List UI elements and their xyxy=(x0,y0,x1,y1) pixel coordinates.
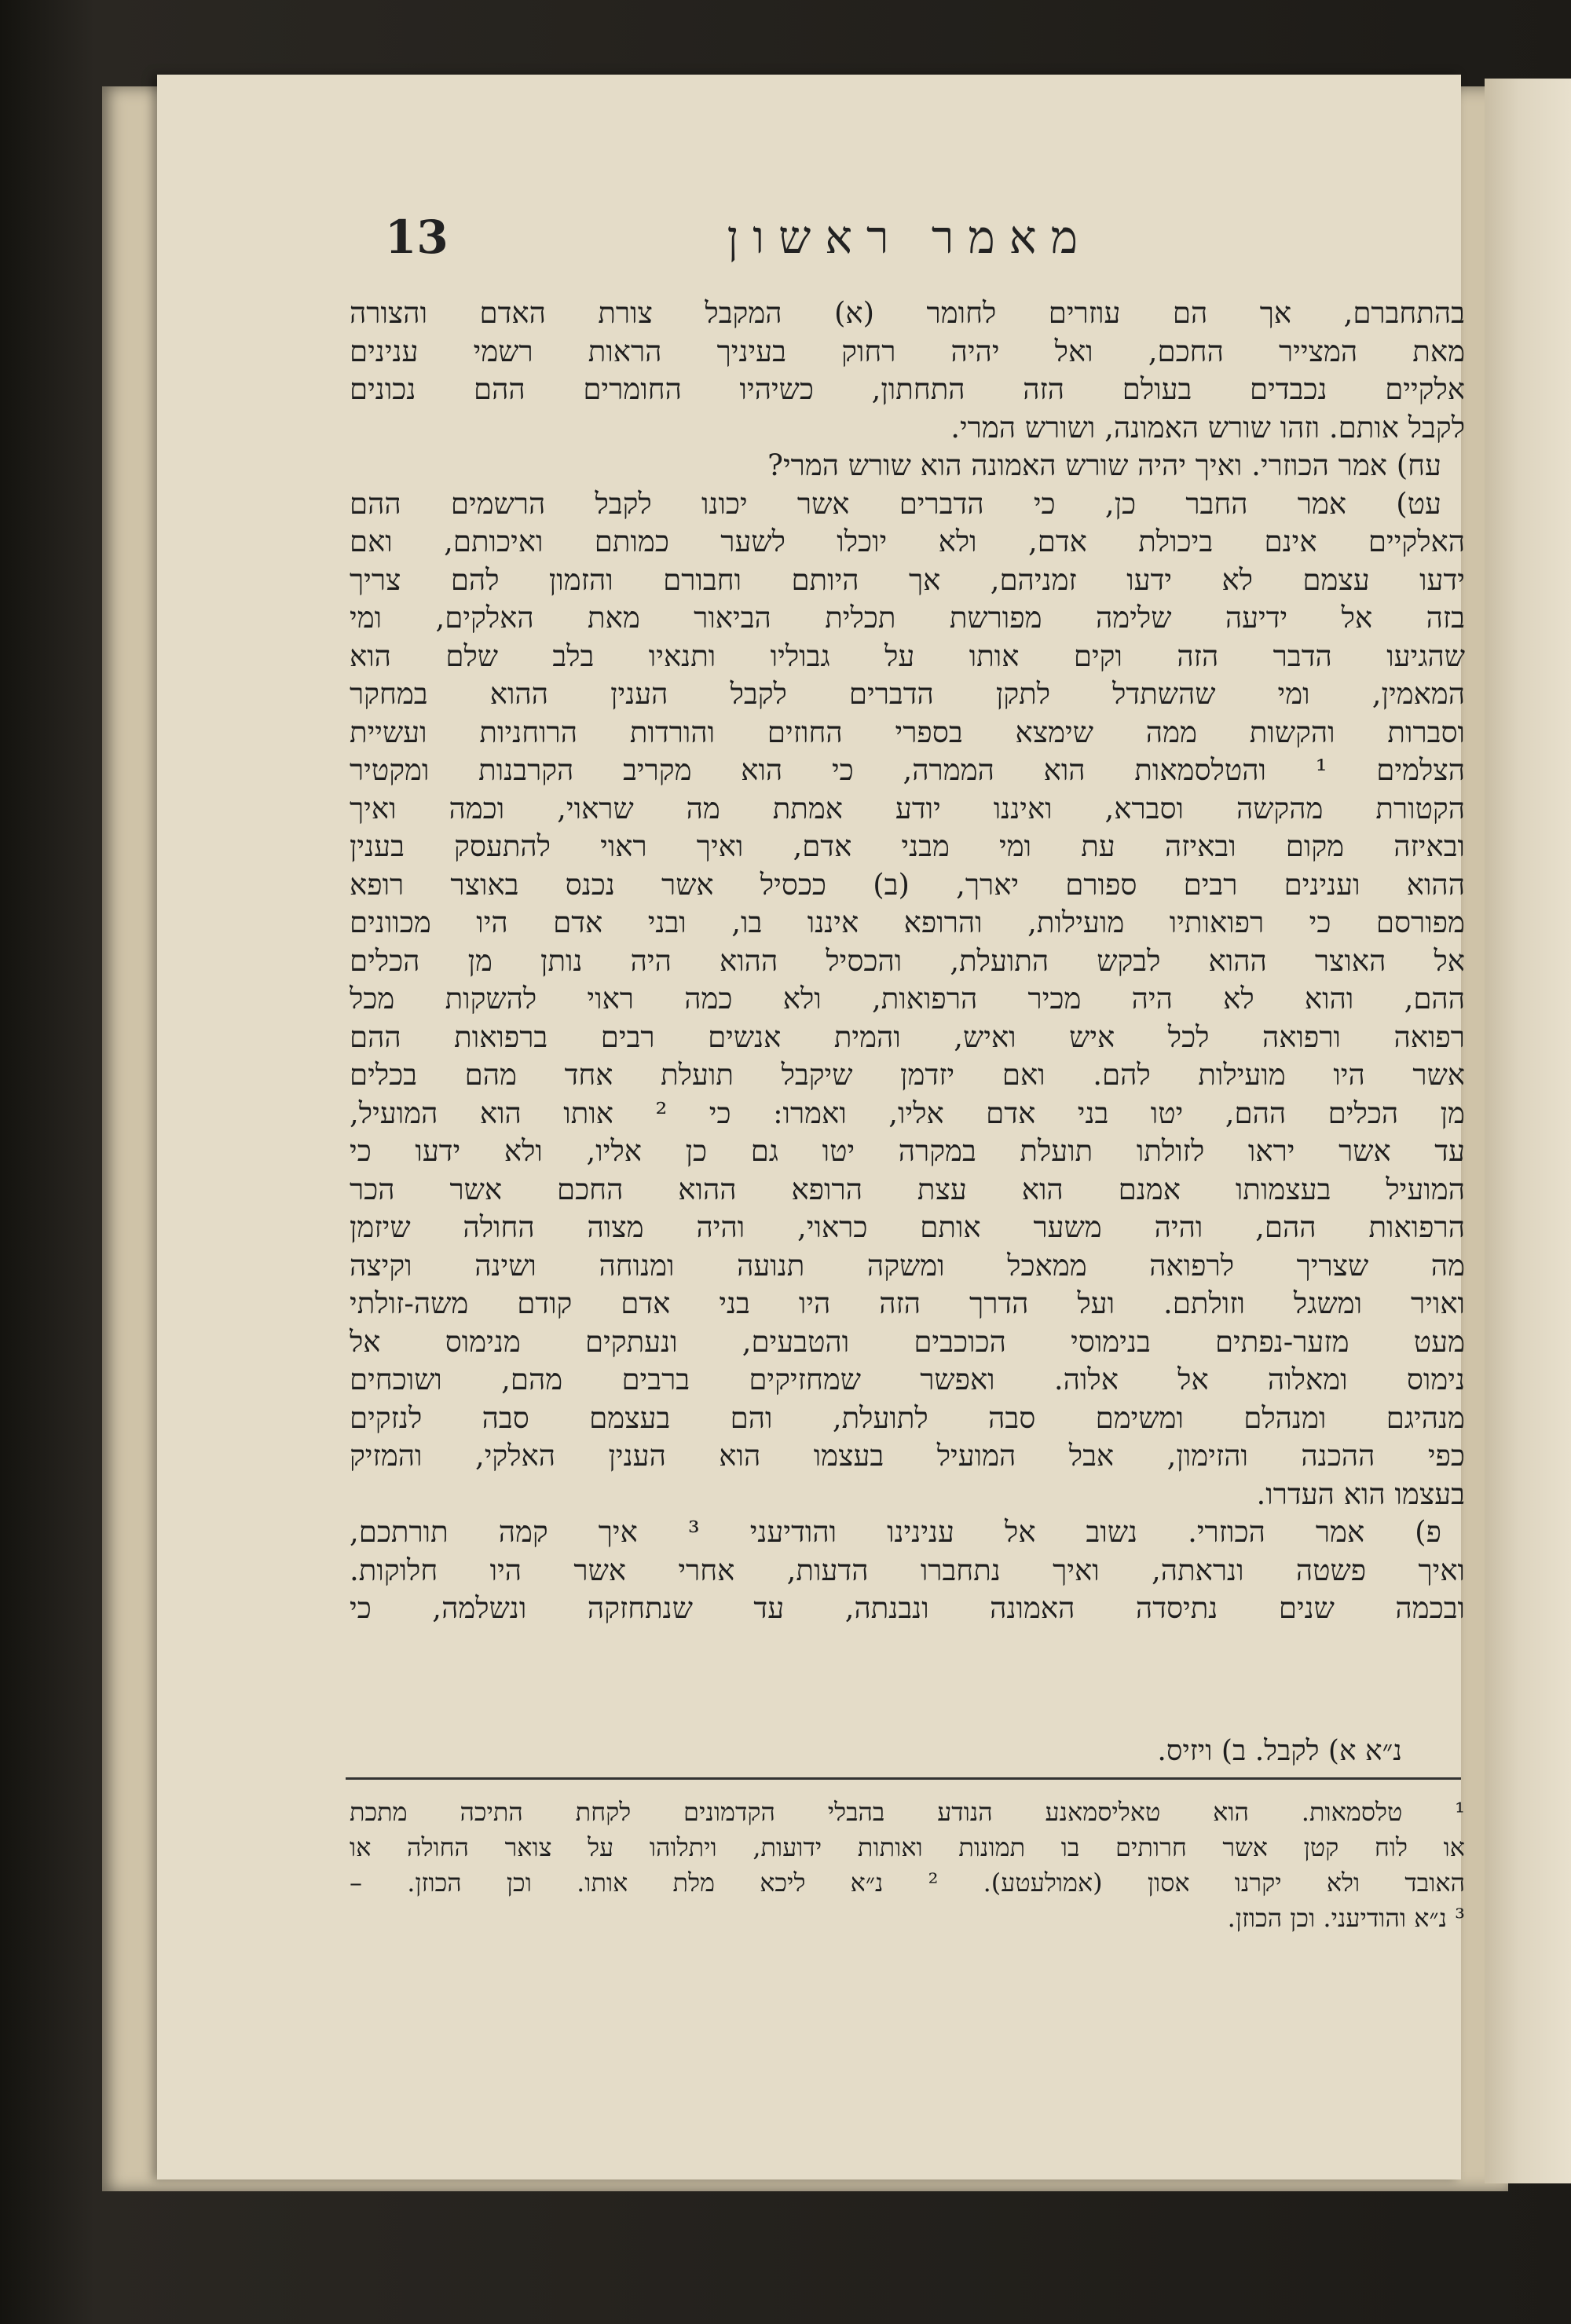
text-line: הקטורת מהקשה וסברא, ואיננו יודע אמתת מה שראוי, וכמה ואיך xyxy=(350,791,1465,825)
text-line: אל האוצר ההוא לבקש התועלת, והכסיל ההוא היה נותן מן הכלים xyxy=(350,943,1465,978)
text-line: עט) אמר החבר כן, כי הדברים אשר יכונו לקבל הרשמים ההם xyxy=(350,486,1441,521)
text-line: מפורסם כי רפואותיו מועילות, והרופא איננו בו, ובני אדם היו מכוונים xyxy=(350,906,1465,939)
text-line: ההוא וענינים רבים ספורם יארך, (ב) ככסיל אשר נכנס באוצר רופא xyxy=(350,867,1465,902)
text-line: אשר היו מועילות להם. ואם יזדמן שיקבל תועלת אחד מהם בכלים xyxy=(350,1058,1465,1092)
text-line: מן הכלים ההם, יטו בני אדם אליו, ואמרו: כי ² אותו הוא המועיל, xyxy=(350,1096,1465,1130)
main-text xyxy=(350,295,1465,1628)
footnote-line: האובד ולא יקרנו אסון (אמולעטע). ² נ״א ליכא מלת אותו. וכן הכוזן. – xyxy=(350,1868,1465,1898)
text-line: וסברות והקשות ממה שימצא בספרי החוזים והורדות הרוחניות ועשיית xyxy=(350,715,1465,749)
text-line: לקבל אותם. וזהו שורש האמונה, ושורש המרי. xyxy=(950,410,1465,445)
text-line: נימוס ומאלוה אל אלוה. ואפשר שמחזיקים ברבים מהם, ושוכחים xyxy=(350,1363,1465,1396)
text-line: האלקיים אינם ביכולת אדם, ולא יוכלו לשער כמותם ואיכותם, ואם xyxy=(350,525,1465,558)
text-line: הצלמים ¹ והטלסמאות הוא הממרה, כי הוא מקריב הקרבנות ומקטיר xyxy=(350,753,1465,787)
text-line: בהתחברם, אך הם עוזרים לחומר (א) המקבל צורת האדם והצורה xyxy=(350,296,1465,330)
footnote-line: או לוח קטן אשר חרותים בו תמונות ואותות ידועות, ויתלוהו על צואר החולה או xyxy=(350,1832,1465,1862)
next-page-edge xyxy=(1485,79,1571,2183)
footnote-divider xyxy=(346,1777,1461,1780)
text-line: ההם, והוא לא היה מכיר הרפואות, ולא כמה ראוי להשקות מכל xyxy=(350,982,1465,1016)
text-line: בזה אל ידיעה שלימה מפורשת תכלית הביאור מאת האלקים, ומי xyxy=(350,601,1465,635)
running-title: מאמר ראשון xyxy=(727,210,1092,264)
footnote-line: ³ נ״א והודיעני. וכן הכוזן. xyxy=(1227,1903,1465,1933)
text-line: מה שצריך לרפואה ממאכל ומשקה תנועה ומנוחה ושינה וקיצה xyxy=(350,1248,1465,1283)
text-line: המאמין, ומי שהשתדל לתקן הדברים לקבל הענין ההוא במחקר xyxy=(350,677,1465,711)
variant-readings: נ״א א) לקבל. ב) ויזיס. xyxy=(1157,1735,1402,1767)
footnotes xyxy=(350,1795,1465,1936)
text-line: ובאיזה מקום ובאיזה עת ומי מבני אדם, ואיך ראוי להתעסק בענין xyxy=(350,829,1465,863)
text-line: הרפואות ההם, והיה משער אותם כראוי, והיה מצוה החולה שיזמן xyxy=(350,1210,1465,1244)
text-line: ואיך פשטה ונראתה, ואיך נתחברו הדעות, אחרי אשר היו חלוקות. xyxy=(350,1553,1465,1587)
text-line: מנהיגם ומנהלם ומשימם סבה לתועלת, והם בעצמם סבה לנזקים xyxy=(350,1400,1465,1435)
text-line: שהגיעו הדבר הזה וקים אותו על גבוליו ותנאיו בלב שלם הוא xyxy=(350,639,1465,673)
text-line: רפואה ורפואה לכל איש ואיש, והמית אנשים רבים ברפואות ההם xyxy=(350,1019,1465,1054)
text-line: ובכמה שנים נתיסדה האמונה ונבנתה, עד שנתחזקה ונשלמה, כי xyxy=(350,1591,1465,1625)
text-line: מעט מזער-נפתים בנימוסי הכוכבים והטבעים, ונעתקים מנימוס אל xyxy=(350,1324,1465,1359)
footnote-line: ¹ טלסמאות. הוא טאליסמאנע הנודע בהבלי הקדמונים לקחת התיכה מתכת xyxy=(350,1797,1465,1827)
text-line: ואויר ומשגל וזולתם. ועל הדרך הזה היו בני אדם קודם משה-זולתי xyxy=(350,1286,1465,1320)
text-line: ידעו עצמם לא ידעו זמניהם, אך היותם וחבורם והזמון להם צריך xyxy=(350,562,1465,597)
text-line: עד אשר יראו לזולתו תועלת במקרה יטו גם כן אליו, ולא ידעו כי xyxy=(350,1134,1465,1168)
text-line: המועיל בעצמותו אמנם הוא עצת הרופא ההוא החכם אשר הכר xyxy=(350,1172,1465,1206)
text-line: אלקיים נכבדים בעולם הזה התחתון, כשיהיו החומרים ההם נכונים xyxy=(350,372,1465,406)
page-number: 13 xyxy=(385,210,449,264)
text-line: מאת המצייר החכם, ואל יהיה רחוק בעיניך הראות רשמי ענינים xyxy=(350,334,1465,368)
text-line: פ) אמר הכוזרי. נשוב אל ענינינו והודיעני ³ איך קמה תורתכם, xyxy=(350,1515,1442,1549)
text-line: עח) אמר הכוזרי. ואיך יהיה שורש האמונה הוא שורש המרי? xyxy=(767,448,1441,482)
text-line: כפי ההכנה והזימון, אבל המועיל בעצמו הוא הענין האלקי, והמזיק xyxy=(350,1439,1465,1473)
page-header xyxy=(385,206,1092,269)
text-line: בעצמו הוא העדרו. xyxy=(1256,1477,1465,1511)
